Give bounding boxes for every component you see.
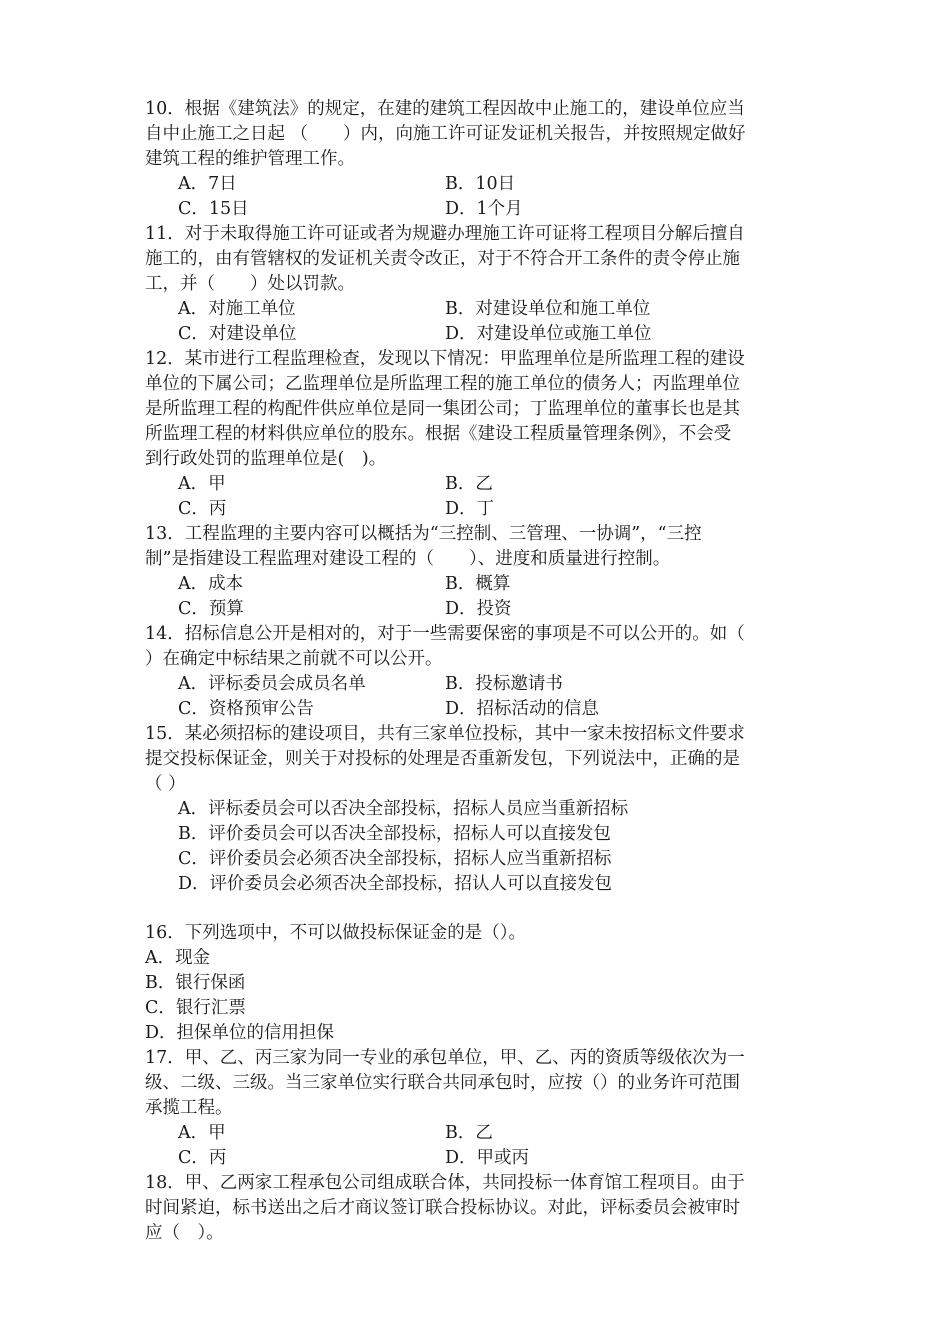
question-text-line: 制”是指建设工程监理对建设工程的（ ）、进度和质量进行控制。 — [145, 549, 671, 569]
option-c: C．银行汇票 — [145, 998, 246, 1018]
option-c: C．15日 — [178, 199, 249, 219]
question-13 — [145, 522, 810, 622]
question-text-line: 16．下列选项中，不可以做投标保证金的是（）。 — [145, 923, 527, 943]
option-a: A．成本 — [178, 574, 244, 594]
question-10 — [145, 97, 810, 222]
option-a: A．现金 — [145, 948, 211, 968]
option-d: D．对建设单位或施工单位 — [445, 324, 652, 344]
question-text-line: 13．工程监理的主要内容可以概括为“三控制、三管理、一协调”，“三控 — [145, 524, 702, 544]
option-row — [145, 597, 810, 622]
blank-spacer — [145, 897, 810, 921]
option-row — [145, 197, 810, 222]
option-row — [145, 1146, 810, 1171]
question-text-line: 承揽工程。 — [145, 1098, 233, 1118]
option-row — [145, 1121, 810, 1146]
option-b: B．10日 — [445, 174, 516, 194]
option-d: D．甲或丙 — [445, 1148, 530, 1168]
question-text-line: 所监理工程的材料供应单位的股东。根据《建设工程质量管理条例》，不会受 — [145, 424, 732, 444]
option-c: C．丙 — [178, 499, 227, 519]
option-d: D．评价委员会必须否决全部投标，招认人可以直接发包 — [178, 874, 613, 894]
question-list — [145, 97, 810, 1246]
question-12 — [145, 347, 810, 522]
question-17 — [145, 1046, 810, 1171]
option-b: B．投标邀请书 — [445, 674, 563, 694]
option-row — [145, 322, 810, 347]
option-a: A．甲 — [178, 1123, 226, 1143]
question-text-line: 自中止施工之日起 （ ）内，向施工许可证发证机关报告，并按照规定做好 — [145, 124, 746, 144]
option-b: B．对建设单位和施工单位 — [445, 299, 651, 319]
question-text-line: ）在确定中标结果之前就不可以公开。 — [145, 649, 443, 669]
option-row — [145, 697, 810, 722]
option-d: D．担保单位的信用担保 — [145, 1023, 335, 1043]
question-text-line: 15．某必须招标的建设项目，共有三家单位投标，其中一家未按招标文件要求 — [145, 724, 745, 744]
option-row — [145, 472, 810, 497]
option-row — [145, 497, 810, 522]
option-a: A．甲 — [178, 474, 226, 494]
question-15 — [145, 722, 810, 897]
question-18 — [145, 1171, 810, 1246]
question-text-line: 18．甲、乙两家工程承包公司组成联合体，共同投标一体育馆工程项目。由于 — [145, 1173, 745, 1193]
question-text-line: 级、二级、三级。当三家单位实行联合共同承包时，应按（）的业务许可范围 — [145, 1073, 740, 1093]
option-a: A．评标委员会可以否决全部投标，招标人员应当重新招标 — [178, 799, 629, 819]
option-d: D．丁 — [445, 499, 495, 519]
question-text-line: 是所监理工程的构配件供应单位是同一集团公司；丁监理单位的董事长也是其 — [145, 399, 740, 419]
option-row — [145, 672, 810, 697]
question-text-line: 施工的，由有管辖权的发证机关责令改正，对于不符合开工条件的责令停止施 — [145, 249, 740, 269]
question-text-line: 单位的下属公司；乙监理单位是所监理工程的施工单位的债务人；丙监理单位 — [145, 374, 740, 394]
option-c: C．丙 — [178, 1148, 227, 1168]
option-b: B．乙 — [445, 474, 493, 494]
question-text-line: 工，并（ ）处以罚款。 — [145, 274, 355, 294]
option-row — [145, 572, 810, 597]
option-a: A．评标委员会成员名单 — [178, 674, 366, 694]
option-row — [145, 172, 810, 197]
option-d: D．投资 — [445, 599, 512, 619]
question-text-line: 14．招标信息公开是相对的，对于一些需要保密的事项是不可以公开的。如（ — [145, 624, 745, 644]
question-14 — [145, 622, 810, 722]
question-text-line: 到行政处罚的监理单位是( )。 — [145, 449, 387, 469]
question-16 — [145, 921, 810, 1046]
question-text-line: 10．根据《建筑法》的规定，在建的建筑工程因故中止施工的，建设单位应当 — [145, 99, 745, 119]
question-text-line: 应（ ）。 — [145, 1223, 224, 1243]
option-b: B．乙 — [445, 1123, 493, 1143]
option-b: B．银行保函 — [145, 973, 246, 993]
option-a: A．7日 — [178, 174, 237, 194]
option-a: A．对施工单位 — [178, 299, 296, 319]
question-text-line: 时间紧迫，标书送出之后才商议签订联合投标协议。对此，评标委员会被审时 — [145, 1198, 740, 1218]
question-11 — [145, 222, 810, 347]
question-text-line: 12．某市进行工程监理检查，发现以下情况：甲监理单位是所监理工程的建设 — [145, 349, 745, 369]
question-text-line: （ ） — [145, 774, 186, 794]
question-text-line: 11．对于未取得施工许可证或者为规避办理施工许可证将工程项目分解后擅自 — [145, 224, 745, 244]
question-text-line: 提交投标保证金，则关于对投标的处理是否重新发包，下列说法中，正确的是 — [145, 749, 740, 769]
question-text-line: 17．甲、乙、丙三家为同一专业的承包单位，甲、乙、丙的资质等级依次为一 — [145, 1048, 745, 1068]
option-b: B．评价委员会可以否决全部投标，招标人可以直接发包 — [178, 824, 611, 844]
option-b: B．概算 — [445, 574, 511, 594]
option-c: C．资格预审公告 — [178, 699, 314, 719]
option-c: C．对建设单位 — [178, 324, 297, 344]
question-text-line: 建筑工程的维护管理工作。 — [145, 149, 355, 169]
option-row — [145, 297, 810, 322]
option-d: D．招标活动的信息 — [445, 699, 600, 719]
option-c: C．评价委员会必须否决全部投标，招标人应当重新招标 — [178, 849, 612, 869]
option-c: C．预算 — [178, 599, 244, 619]
option-d: D．1个月 — [445, 199, 523, 219]
